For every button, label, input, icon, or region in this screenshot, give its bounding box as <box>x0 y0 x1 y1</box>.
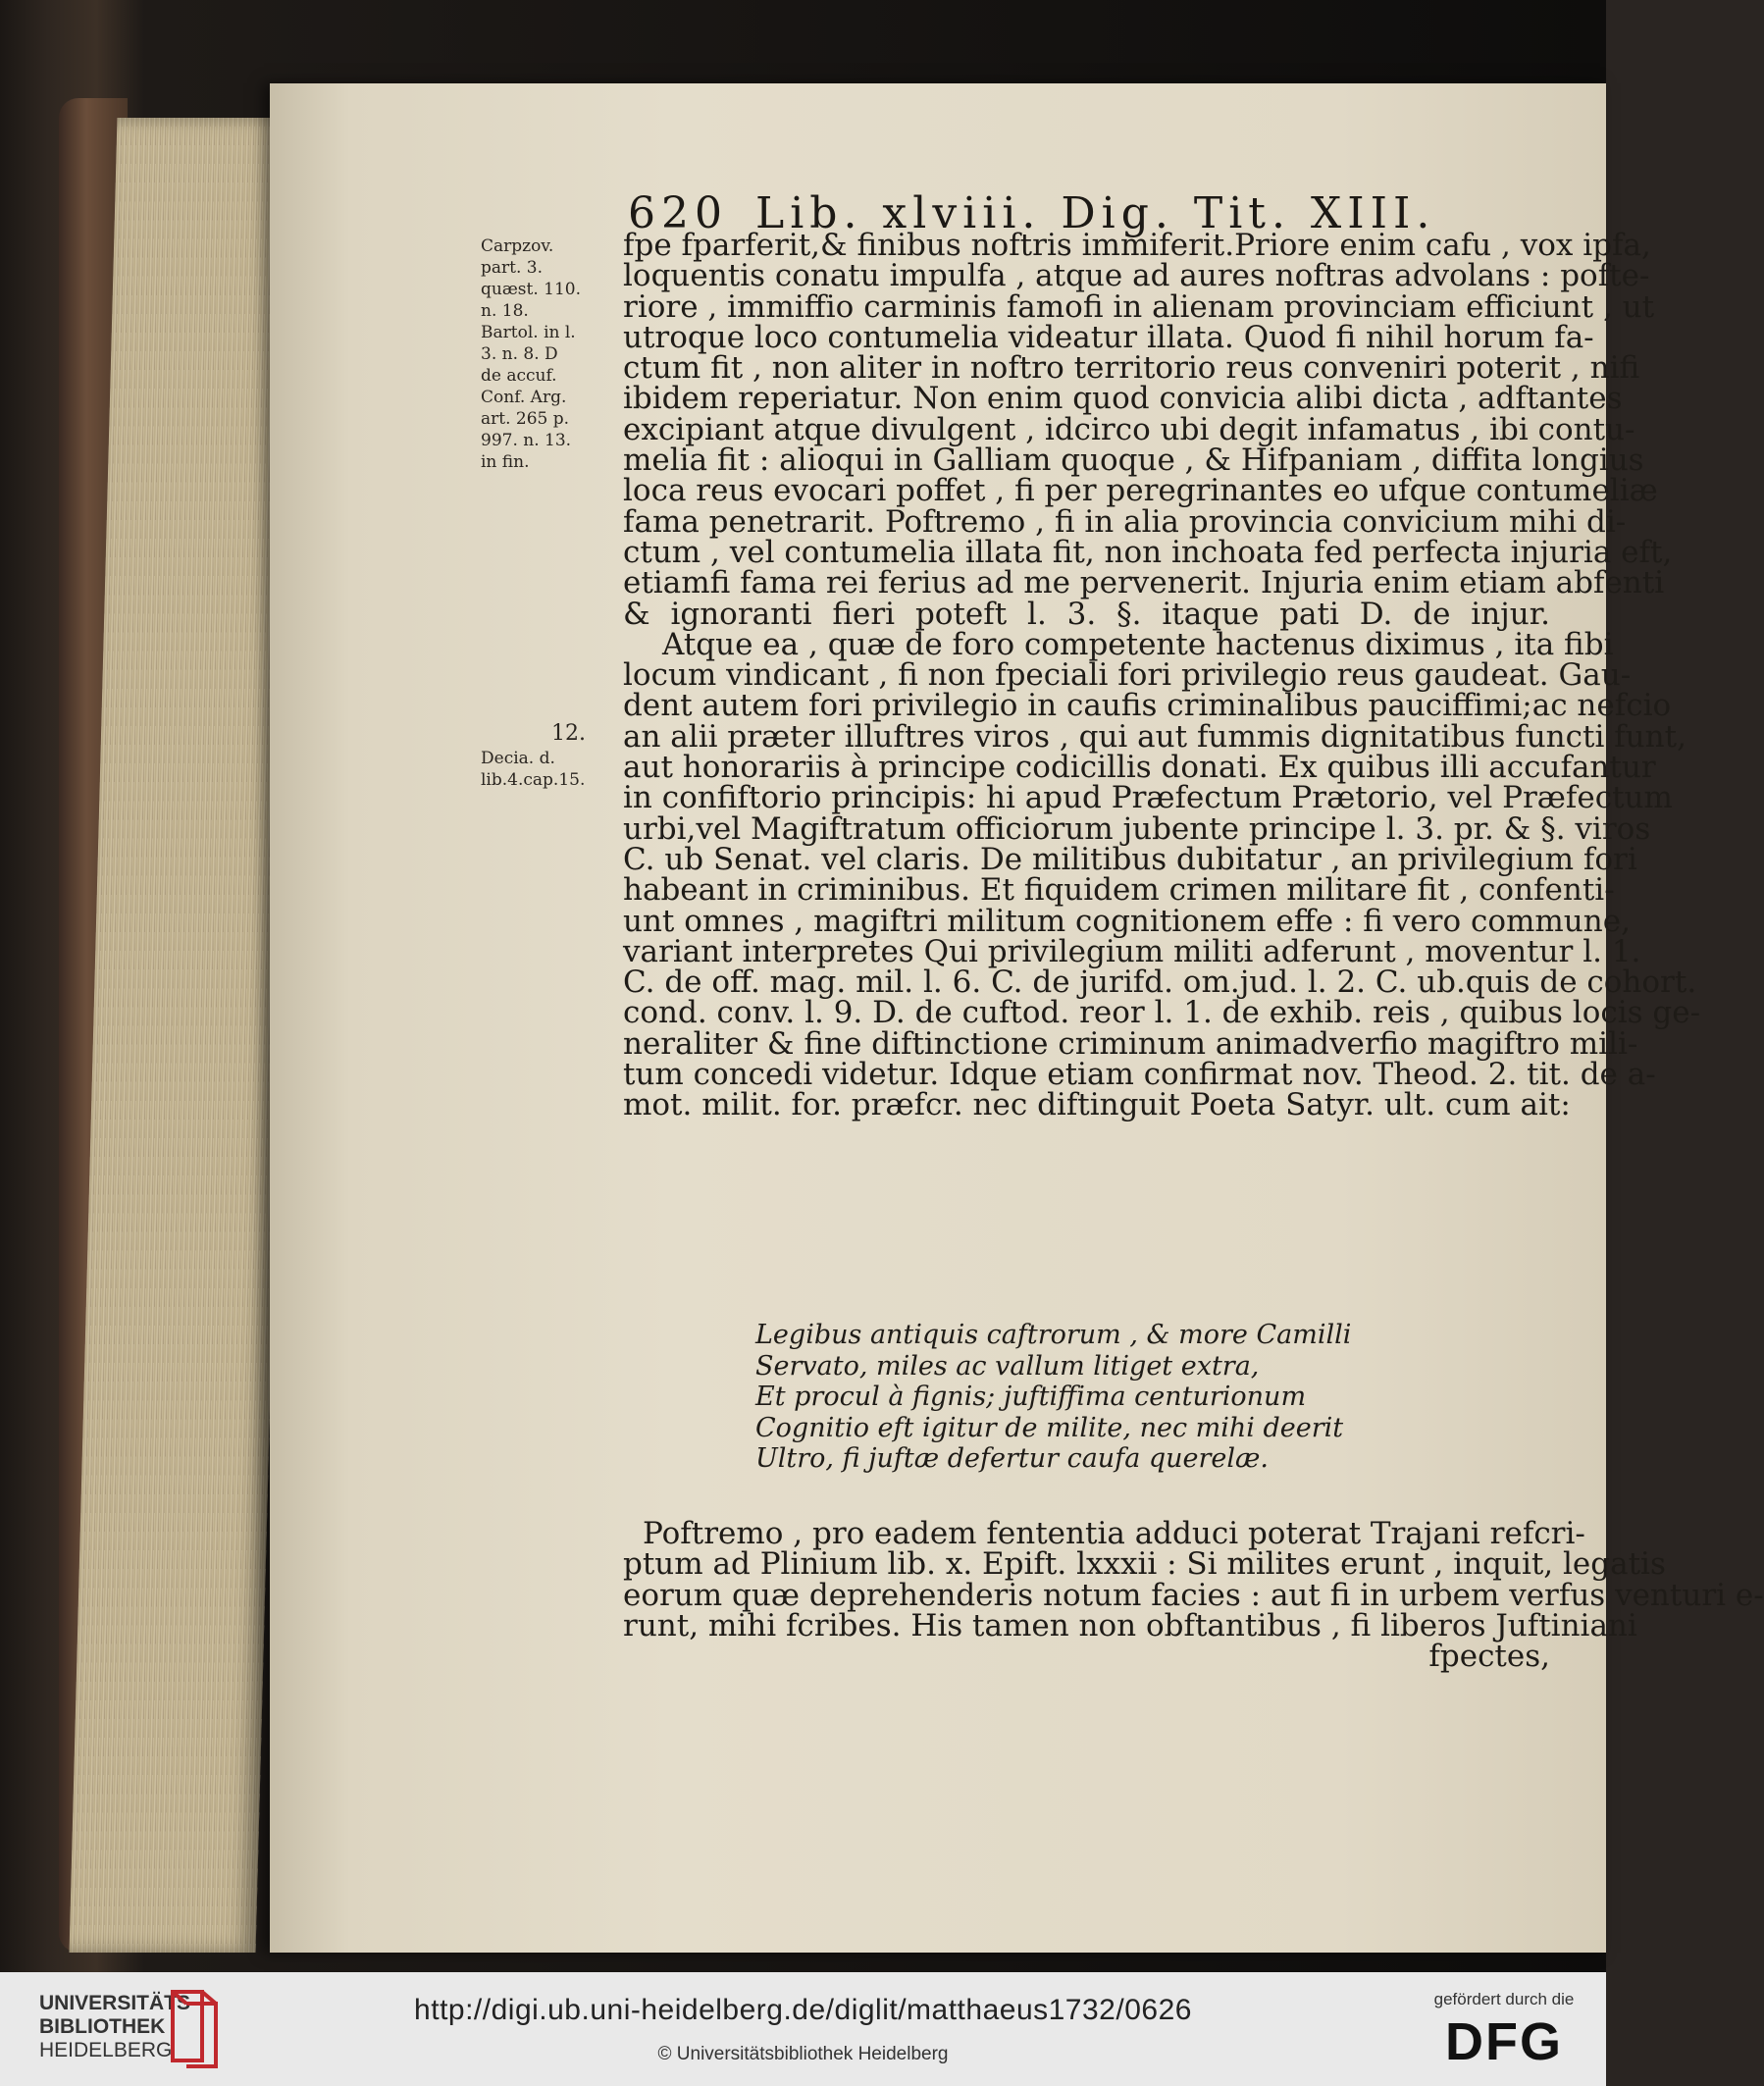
body-text-line: C. ub Senat. vel claris. De militibus dubitatur , an privilegium fori <box>623 841 1637 877</box>
body-text-line: aut honorariis à principe codicillis donati. Ex quibus illi accufantur <box>623 750 1656 786</box>
page-number: 620 <box>628 188 728 238</box>
body-text-line: loca reus evocari poffet , fi per peregrinantes eo ufque contumeliæ <box>623 473 1658 509</box>
running-title: Lib. xlviii. Dig. Tit. XIII. <box>755 188 1436 238</box>
body-text-line: ctum , vel contumelia illata fit, non inchoata fed perfecta injuria eft, <box>623 534 1673 570</box>
body-text-line: ibidem reperiatur. Non enim quod convicia alibi dicta , adftantes <box>623 381 1623 417</box>
body-text-2-line: ptum ad Plinium lib. x. Epift. lxxxii : Si milites erunt , inquit, legatis <box>623 1546 1666 1583</box>
verse-line: Cognitio eft igitur de milite, nec mihi deerit <box>755 1412 1344 1443</box>
body-text-2-line: runt, mihi fcribes. His tamen non obftantibus , fi liberos Juftiniani <box>623 1607 1637 1643</box>
body-text-line: urbi,vel Magiftratum officiorum jubente principe l. 3. pr. & §. viros <box>623 810 1651 847</box>
margin-note-1: Carpzov. part. 3. quæst. 110. n. 18. Bartol. in l. 3. n. 8. D de accuf. Conf. Arg. art. 265 p. 997. n. 13. in fin. <box>481 236 582 472</box>
permalink-url[interactable]: http://digi.ub.uni-heidelberg.de/diglit/matthaeus1732/0626 <box>414 1994 1192 2026</box>
body-text-line: habeant in criminibus. Et fiquidem crimen militare fit , confenti- <box>623 872 1615 909</box>
copyright-notice: © Universitätsbibliothek Heidelberg <box>657 2044 949 2064</box>
body-text-line: dent autem fori privilegio in caufis criminalibus pauciffimi;ac nefcio <box>623 688 1672 724</box>
body-text-line: locum vindicant , fi non fpeciali fori privilegio reus gaudeat. Gau- <box>623 657 1632 694</box>
funded-by-label: gefördert durch die <box>1433 1990 1575 2008</box>
body-text-2-line: Poftremo , pro eadem fententia adduci poterat Trajani refcri- <box>643 1516 1585 1551</box>
verse-line: Et procul à fignis; juftiffima centurionum <box>755 1382 1307 1412</box>
body-text-line: excipiant atque divulgent , idcirco ubi degit infamatus , ibi contu- <box>623 411 1635 447</box>
body-text-line: an alii præter illuftres viros , qui aut fummis dignitatibus functi funt, <box>623 718 1686 755</box>
body-text-continued <box>623 1516 1764 1675</box>
paragraph-number: 12. <box>551 721 586 746</box>
body-text-line: C. de off. mag. mil. l. 6. C. de jurifd. om.jud. l. 2. C. ub.quis de cohort. <box>623 965 1697 1001</box>
body-text-line: utroque loco contumelia videatur illata. Quod fi nihil horum fa- <box>623 319 1594 355</box>
body-text-line: in confiftorio principis: hi apud Præfectum Prætorio, vel Præfectum <box>623 780 1673 816</box>
body-text-line: & ignoranti fieri poteft l. 3. §. itaque pati D. de injur. <box>623 596 1550 632</box>
body-text-line: cond. conv. l. 9. D. de cuftod. reor l. 1. de exhib. reis , quibus locis ge- <box>623 995 1701 1031</box>
body-text-2-line: fpectes, <box>1428 1639 1550 1675</box>
margin-note-2: Decia. d. lib.4.cap.15. <box>481 749 586 790</box>
body-text-line: mot. milit. for. præfcr. nec diftinguit Poeta Satyr. ult. cum ait: <box>623 1087 1571 1123</box>
body-text-line: riore , immiffio carminis famofi in alienam provinciam efficiunt , ut <box>623 288 1655 325</box>
body-text-2-line: eorum quæ deprehenderis notum facies : aut fi in urbem verfus venturi e- <box>623 1577 1764 1613</box>
dfg-logo: DFG <box>1445 2012 1563 2071</box>
verse-line: Legibus antiquis caftrorum , & more Camilli <box>755 1320 1352 1350</box>
verse-quote <box>755 1320 1383 1475</box>
logo-line-3: HEIDELBERG <box>39 2039 173 2061</box>
body-text-line: variant interpretes Qui privilegium militi adferunt , moventur l. 1. <box>623 933 1641 969</box>
body-text-line: etiamfi fama rei ferius ad me pervenerit. Injuria enim etiam abfenti <box>623 565 1665 601</box>
body-text-line: unt omnes , magiftri militum cognitionem effe : fi vero commune, <box>623 903 1631 939</box>
viewer-footer <box>0 1972 1606 2086</box>
body-text-line: tum concedi videtur. Idque etiam confirmat nov. Theod. 2. tit. de a- <box>623 1057 1656 1093</box>
body-text <box>623 228 1701 1123</box>
body-text-line: ctum fit , non aliter in noftro territorio reus conveniri poterit , nifi <box>623 350 1640 387</box>
verse-line: Ultro, fi juftæ defertur caufa querelæ. <box>755 1443 1270 1474</box>
body-text-line: melia fit : alioqui in Galliam quoque , & Hifpaniam , diffita longius <box>623 443 1644 479</box>
body-text-line: Atque ea , quæ de foro competente hactenus diximus , ita fibi <box>662 626 1614 662</box>
body-text-line: fama penetrarit. Poftremo , fi in alia provincia convicium mihi di- <box>623 503 1627 540</box>
body-text-line: neraliter & fine diftinctione criminum animadverfio magiftro mili- <box>623 1025 1638 1062</box>
body-text-line: fpe fparferit,& finibus noftris immiferit.Priore enim cafu , vox ipfa, <box>623 228 1651 263</box>
verse-line: Servato, miles ac vallum litiget extra, <box>755 1350 1260 1382</box>
logo-line-1: UNIVERSITÄTS- <box>39 1992 198 2014</box>
logo-line-2: BIBLIOTHEK <box>39 2015 166 2038</box>
body-text-line: loquentis conatu impulfa , atque ad aures noftras advolans : pofte- <box>623 258 1650 294</box>
